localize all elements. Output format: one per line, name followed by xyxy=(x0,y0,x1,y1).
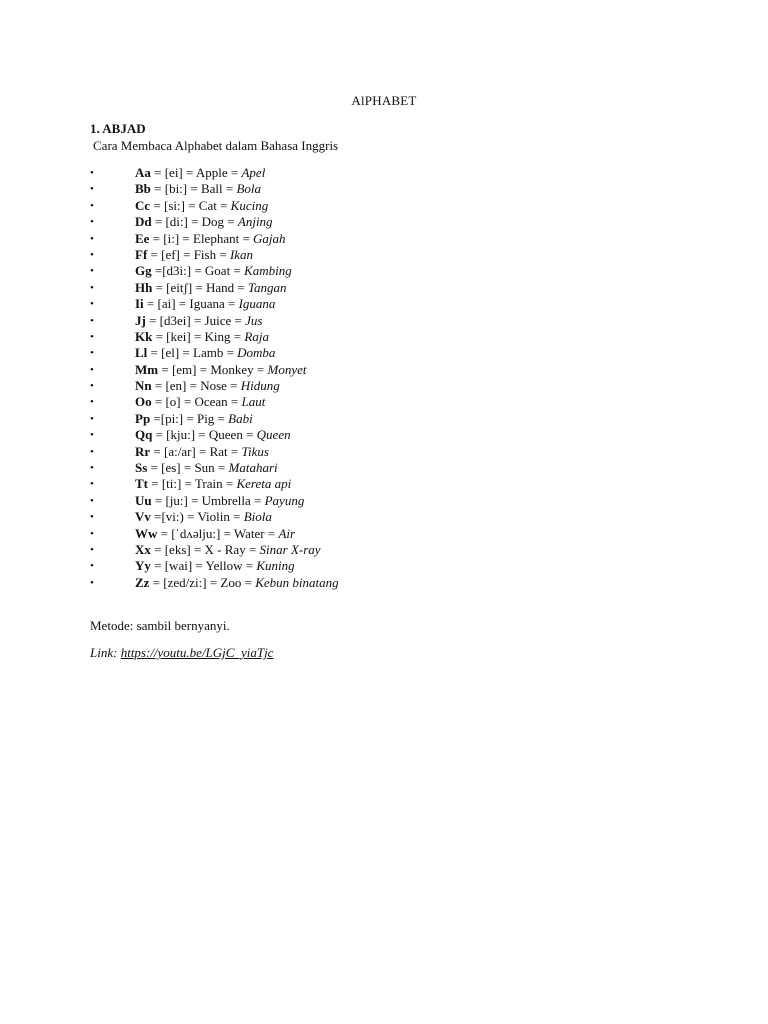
letter-pair: Nn xyxy=(135,378,152,394)
letter-pair: Tt xyxy=(135,476,148,492)
list-item-text xyxy=(135,263,292,279)
bullet-icon: • xyxy=(90,412,94,425)
pronunciation-and-word: = [en] = Nose = xyxy=(151,378,241,394)
pronunciation-and-word: =[vi:) = Violin = xyxy=(150,509,244,525)
pronunciation-and-word: = [ju:] = Umbrella = xyxy=(151,492,265,508)
letter-pair: Kk xyxy=(135,328,153,344)
letter-pair: Vv xyxy=(135,509,151,525)
indonesian-meaning: Kereta api xyxy=(236,476,292,492)
method-text: Metode: sambil bernyanyi. xyxy=(90,618,230,633)
bullet-icon: • xyxy=(90,445,94,458)
list-item-text xyxy=(135,362,306,378)
indonesian-meaning: Tangan xyxy=(247,279,287,295)
bullet-icon: • xyxy=(90,396,94,409)
bullet-icon: • xyxy=(90,281,94,294)
pronunciation-and-word: = [i:] = Elephant = xyxy=(149,230,254,246)
indonesian-meaning: Hidung xyxy=(240,378,280,394)
letter-pair: Aa xyxy=(135,165,151,180)
pronunciation-and-word: = [ef] = Fish = xyxy=(147,246,230,262)
letter-pair: Rr xyxy=(135,443,151,459)
letter-pair: Xx xyxy=(135,541,151,557)
list-item-text xyxy=(135,394,265,410)
letter-pair: Ii xyxy=(135,296,144,312)
letter-pair: Zz xyxy=(135,574,150,590)
letter-pair: Pp xyxy=(135,410,151,426)
letter-pair: Hh xyxy=(135,279,153,295)
indonesian-meaning: Queen xyxy=(256,427,291,443)
indonesian-meaning: Payung xyxy=(264,492,305,508)
bullet-icon: • xyxy=(90,462,94,475)
bullet-icon: • xyxy=(90,167,94,179)
indonesian-meaning: Kuning xyxy=(256,558,295,574)
list-item-text xyxy=(135,181,261,197)
indonesian-meaning: Anjing xyxy=(237,214,273,230)
indonesian-meaning: Biola xyxy=(243,509,272,525)
section-subtitle: Cara Membaca Alphabet dalam Bahasa Inggris xyxy=(93,138,339,153)
list-item-text xyxy=(135,444,269,460)
indonesian-meaning: Domba xyxy=(237,345,276,361)
list-item-text xyxy=(135,329,269,345)
bullet-icon: • xyxy=(90,199,94,212)
list-item-text xyxy=(135,575,339,591)
indonesian-meaning: Kambing xyxy=(244,263,292,279)
indonesian-meaning: Iguana xyxy=(238,296,276,312)
letter-pair: Jj xyxy=(135,312,146,328)
bullet-icon: • xyxy=(90,248,94,261)
pronunciation-and-word: =[d3i:] = Goat = xyxy=(151,263,245,279)
pronunciation-and-word: = [a:/ar] = Rat = xyxy=(150,443,242,459)
letter-pair: Ww xyxy=(135,525,158,541)
letter-pair: Ss xyxy=(135,460,148,476)
bullet-icon: • xyxy=(90,314,94,327)
pronunciation-and-word: = [ai] = Iguana = xyxy=(143,296,239,312)
list-item-text xyxy=(135,313,262,329)
bullet-icon: • xyxy=(90,560,94,573)
document-title: AlPHABET xyxy=(351,93,417,108)
indonesian-meaning: Ikan xyxy=(229,246,254,262)
pronunciation-and-word: = [el] = Lamb = xyxy=(147,345,238,361)
list-item-text xyxy=(135,509,272,525)
pronunciation-and-word: = [bi:] = Ball = xyxy=(150,181,237,197)
list-item-text xyxy=(135,493,304,509)
pronunciation-and-word: = [em] = Monkey = xyxy=(158,361,268,377)
indonesian-meaning: Monyet xyxy=(267,361,307,377)
bullet-icon: • xyxy=(90,511,94,524)
letter-pair: Oo xyxy=(135,394,152,410)
list-item-text xyxy=(135,411,253,427)
list-item-text xyxy=(135,558,295,574)
letter-pair: Dd xyxy=(135,214,152,230)
list-item-text xyxy=(135,526,295,542)
letter-pair: Mm xyxy=(135,361,159,377)
pronunciation-and-word: = [eks] = X - Ray = xyxy=(150,541,260,557)
indonesian-meaning: Apel xyxy=(241,165,266,180)
bullet-icon: • xyxy=(90,543,94,556)
bullet-icon: • xyxy=(90,347,94,360)
pronunciation-and-word: =[pi:] = Pig = xyxy=(150,410,229,426)
bullet-icon: • xyxy=(90,478,94,491)
letter-pair: Ll xyxy=(135,345,148,361)
indonesian-meaning: Gajah xyxy=(253,230,286,246)
pronunciation-and-word: = [eitʃ] = Hand = xyxy=(152,279,248,295)
indonesian-meaning: Bola xyxy=(236,181,262,197)
letter-pair: Cc xyxy=(135,197,151,213)
list-item-text xyxy=(135,247,253,263)
bullet-icon: • xyxy=(90,183,94,196)
bullet-icon: • xyxy=(90,330,94,343)
list-item-text xyxy=(135,214,273,230)
link-label: Link: xyxy=(90,645,121,660)
indonesian-meaning: Babi xyxy=(228,410,253,426)
pronunciation-and-word: = [zed/zi:] = Zoo = xyxy=(149,574,256,590)
pronunciation-and-word: = [si:] = Cat = xyxy=(150,197,231,213)
list-item-text xyxy=(135,427,291,443)
bullet-icon: • xyxy=(90,298,94,311)
indonesian-meaning: Tikus xyxy=(241,443,269,459)
indonesian-meaning: Raja xyxy=(244,328,269,344)
bullet-icon: • xyxy=(90,232,94,245)
pronunciation-and-word: = [o] = Ocean = xyxy=(151,394,242,410)
indonesian-meaning: Laut xyxy=(241,394,266,410)
link-line xyxy=(90,645,273,661)
indonesian-meaning: Sinar X-ray xyxy=(259,541,321,557)
list-item-text xyxy=(135,460,278,476)
letter-pair: Gg xyxy=(135,263,152,279)
pronunciation-and-word: = [kju:] = Queen = xyxy=(152,427,257,443)
indonesian-meaning: Kucing xyxy=(230,197,269,213)
bullet-icon: • xyxy=(90,494,94,507)
bullet-icon: • xyxy=(90,265,94,278)
bullet-icon: • xyxy=(90,576,94,589)
pronunciation-and-word: = [ei] = Apple = xyxy=(150,165,242,180)
bullet-icon: • xyxy=(90,429,94,442)
pronunciation-and-word: = [d3ei] = Juice = xyxy=(145,312,246,328)
pronunciation-and-word: = [di:] = Dog = xyxy=(151,214,238,230)
section-heading: 1. ABJAD xyxy=(90,121,146,136)
list-item-text xyxy=(135,345,275,361)
list-item-text xyxy=(135,476,291,492)
youtube-link[interactable]: https://youtu.be/LGjC_yiaTjc xyxy=(120,645,274,660)
letter-pair: Ee xyxy=(135,230,150,246)
bullet-icon: • xyxy=(90,380,94,393)
indonesian-meaning: Kebun binatang xyxy=(255,574,339,590)
pronunciation-and-word: = [wai] = Yellow = xyxy=(150,558,257,574)
pronunciation-and-word: = [ˈdʌəlju:] = Water = xyxy=(157,525,279,541)
bullet-icon: • xyxy=(90,216,94,229)
letter-pair: Uu xyxy=(135,492,152,508)
letter-pair: Bb xyxy=(135,181,151,197)
indonesian-meaning: Matahari xyxy=(228,460,278,476)
indonesian-meaning: Air xyxy=(278,525,296,541)
list-item-text xyxy=(135,165,265,181)
letter-pair: Ff xyxy=(135,246,148,262)
bullet-icon: • xyxy=(90,363,94,376)
letter-pair: Qq xyxy=(135,427,153,443)
list-item-text xyxy=(135,378,280,394)
list-item-text xyxy=(135,296,275,312)
indonesian-meaning: Jus xyxy=(245,312,263,328)
list-item-text xyxy=(135,542,321,558)
list-item-text xyxy=(135,280,287,296)
list-item-text xyxy=(135,231,286,247)
pronunciation-and-word: = [es] = Sun = xyxy=(147,460,229,476)
pronunciation-and-word: = [kei] = King = xyxy=(152,328,245,344)
pronunciation-and-word: = [ti:] = Train = xyxy=(148,476,237,492)
letter-pair: Yy xyxy=(135,558,151,574)
bullet-icon: • xyxy=(90,527,94,540)
list-item-text xyxy=(135,198,268,214)
